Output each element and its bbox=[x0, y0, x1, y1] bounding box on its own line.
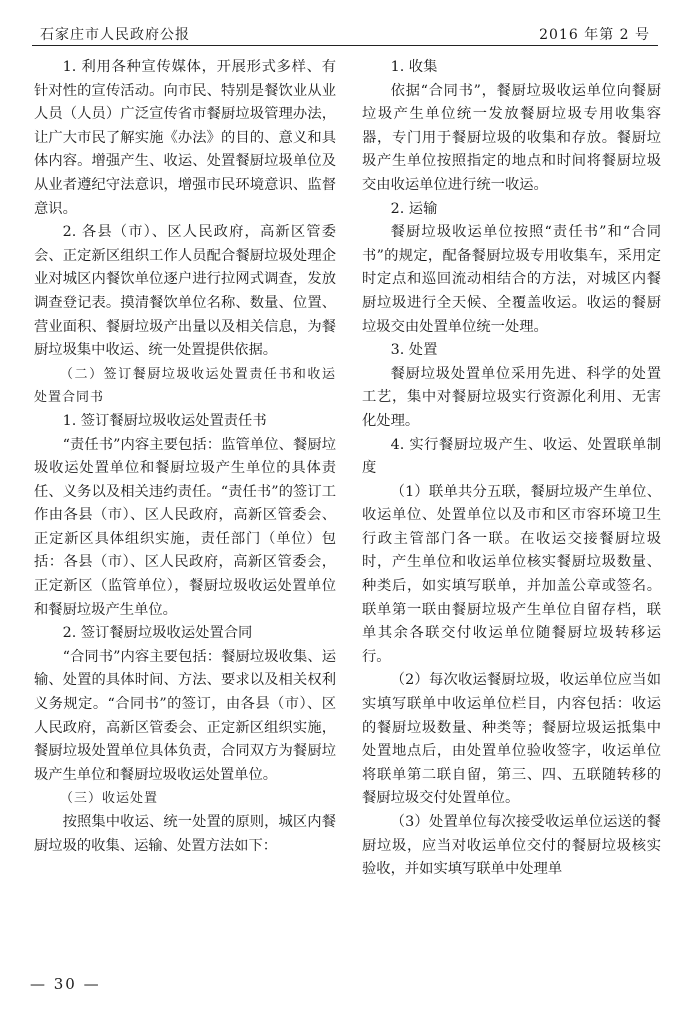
page-header bbox=[40, 18, 650, 44]
section-heading: （二）签订餐厨垃圾收运处置责任书和收运处置合同书 bbox=[34, 366, 336, 406]
item-heading: 1. 签订餐厨垃圾收运处置责任书 bbox=[62, 412, 267, 429]
right-column bbox=[362, 56, 661, 882]
paragraph: 依据“合同书”，餐厨垃圾收运单位向餐厨垃圾产生单位统一发放餐厨垃圾专用收集容器，专门用于餐厨垃圾的收集和存放。餐厨垃圾产生单位按照指定的地点和时间将餐厨垃圾交由收运单位进行统一收运。 bbox=[362, 82, 661, 193]
paragraph: 餐厨垃圾收运单位按照“责任书”和“合同书”的规定，配备餐厨垃圾专用收集车，采用定时定点和巡回流动相结合的方法，对城区内餐厨垃圾进行全天候、全覆盖收运。收运的餐厨垃圾交由处置单位统一处理。 bbox=[362, 224, 661, 335]
paragraph: （1）联单共分五联，餐厨垃圾产生单位、收运单位、处置单位以及市和区市容环境卫生行政主管部门各一联。在收运交接餐厨垃圾时，产生单位和收运单位核实餐厨垃圾数量、种类后，如实填写联单，并加盖公章或签名。联单第一联由餐厨垃圾产生单位自留存档，联单其余各联交付收运单位随餐厨垃圾转移运行。 bbox=[362, 483, 661, 665]
paragraph: “合同书”内容主要包括：餐厨垃圾收集、运输、处置的具体时间、方法、要求以及相关权利义务规定。“合同书”的签订，由各县（市）、区人民政府，高新区管委会、正定新区组织实施，餐厨垃圾处置单位具体负责，合同双方为餐厨垃圾产生单位和餐厨垃圾收运处置单位。 bbox=[34, 648, 336, 783]
journal-title: 石家庄市人民政府公报 bbox=[40, 27, 190, 43]
left-column bbox=[34, 56, 336, 858]
item-heading: 4. 实行餐厨垃圾产生、收运、处置联单制度 bbox=[362, 436, 661, 477]
item-heading: 1. 收集 bbox=[390, 59, 438, 75]
paragraph: 2. 各县（市）、区人民政府，高新区管委会、正定新区组织工作人员配合餐厨垃圾处理企业对城区内餐饮单位逐户进行拉网式调查，发放调查登记表。摸清餐饮单位名称、数量、位置、营业面积、餐厨垃圾产出量以及相关信息，为餐厨垃圾集中收运、统一处置提供依据。 bbox=[34, 224, 336, 359]
item-heading: 2. 运输 bbox=[390, 200, 438, 217]
paragraph: 餐厨垃圾处置单位采用先进、科学的处置工艺，集中对餐厨垃圾实行资源化利用、无害化处理。 bbox=[362, 365, 661, 429]
issue-number: 2016 年第 2 号 bbox=[539, 27, 650, 43]
page-number: — 30 — bbox=[30, 975, 101, 993]
header-divider bbox=[32, 45, 658, 46]
paragraph: “责任书”内容主要包括：监管单位、餐厨垃圾收运处置单位和餐厨垃圾产生单位的具体责任、义务以及相关违约责任。“责任书”的签订工作由各县（市）、区人民政府，高新区管委会、正定新区具体组织实施，责任部门（单位）包括：各县（市）、区人民政府，高新区管委会，正定新区（监管单位），餐厨垃圾收运处置单位和餐厨垃圾产生单位。 bbox=[34, 436, 336, 618]
paragraph: 按照集中收运、统一处置的原则，城区内餐厨垃圾的收集、运输、处置方法如下： bbox=[34, 814, 336, 854]
paragraph: （2）每次收运餐厨垃圾，收运单位应当如实填写联单中收运单位栏目，内容包括：收运的餐厨垃圾数量、种类等；餐厨垃圾运抵集中处置地点后，由处置单位验收签字，收运单位将联单第二联自留，第三、四、五联随转移的餐厨垃圾交付处置单位。 bbox=[362, 672, 661, 807]
paragraph: （3）处置单位每次接受收运单位运送的餐厨垃圾，应当对收运单位交付的餐厨垃圾核实验收，并如实填写联单中处理单 bbox=[362, 814, 661, 878]
paragraph: 1. 利用各种宣传媒体，开展形式多样、有针对性的宣传活动。向市民、特别是餐饮业从业人员（人员）广泛宣传省市餐厨垃圾管理办法，让广大市民了解实施《办法》的目的、意义和具体内容。增强产生、收运、处置餐厨垃圾单位及从业者遵纪守法意识，增强市民环境意识、监督意识。 bbox=[34, 59, 336, 217]
section-heading: （三）收运处置 bbox=[60, 791, 159, 807]
item-heading: 2. 签订餐厨垃圾收运处置合同 bbox=[62, 625, 253, 642]
item-heading: 3. 处置 bbox=[390, 342, 438, 359]
